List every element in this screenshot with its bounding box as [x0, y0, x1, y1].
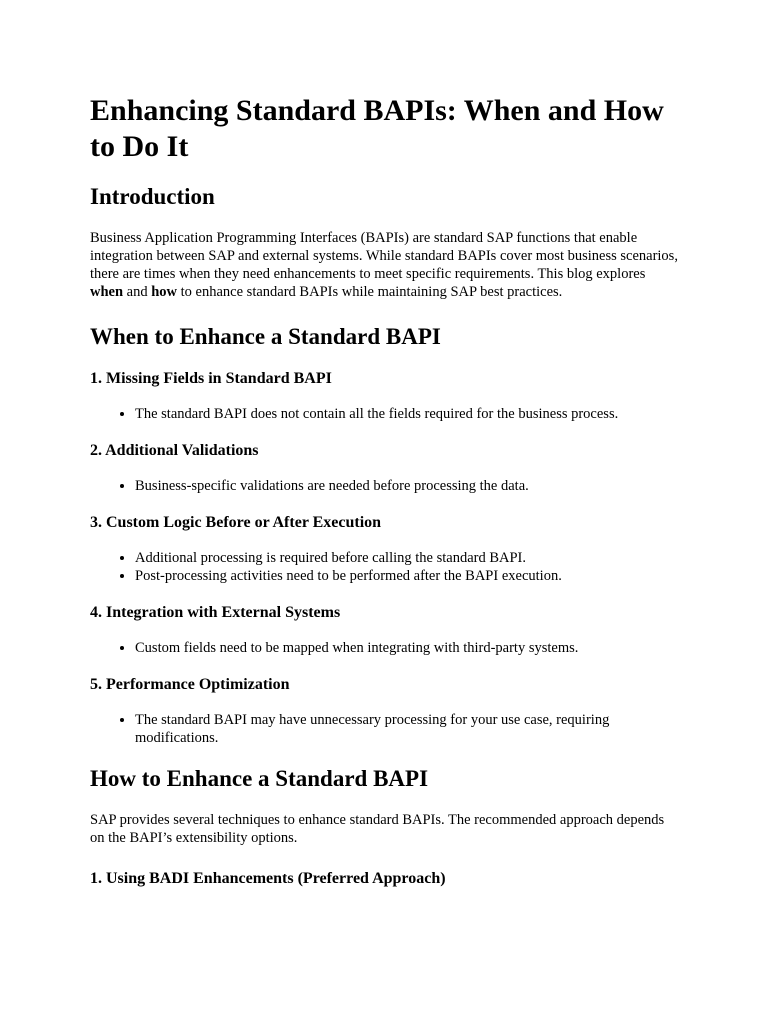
when-item-heading: 5. Performance Optimization [90, 676, 290, 693]
intro-bold-how: how [151, 284, 178, 300]
how-section-paragraph: SAP provides several techniques to enhance standard BAPIs. The recommended approach depends on the BAPI’s extensibility options. [90, 812, 665, 846]
when-item-heading: 2. Additional Validations [90, 442, 259, 459]
list-item: • Post-processing activities need to be performed after the BAPI execution. [135, 567, 678, 585]
intro-text-part1: Business Application Programming Interfaces (BAPIs) are standard SAP functions that enable integration between SAP and external systems. While standard BAPIs cover most business scenarios, there are times when they need enhancements to meet specific requirements. This blog explores [90, 230, 678, 282]
introduction-heading: Introduction [90, 184, 215, 209]
when-item-heading: 3. Custom Logic Before or After Execution [90, 514, 382, 531]
introduction-paragraph [90, 229, 678, 301]
when-item-heading: 4. Integration with External Systems [90, 604, 341, 621]
intro-bold-when: when [90, 284, 124, 300]
document-title: Enhancing Standard BAPIs: When and How to Do It [90, 94, 664, 163]
when-section-heading: When to Enhance a Standard BAPI [90, 324, 441, 349]
how-item-heading: 1. Using BADI Enhancements (Preferred Approach) [90, 870, 446, 887]
intro-text-part3: to enhance standard BAPIs while maintaining SAP best practices. [177, 284, 563, 300]
list-item: • Additional processing is required before calling the standard BAPI. [135, 549, 678, 567]
list-item: • The standard BAPI does not contain all the fields required for the business process. [135, 405, 678, 423]
when-item-heading: 1. Missing Fields in Standard BAPI [90, 370, 332, 387]
bullet-list [90, 639, 678, 657]
bullet-list [90, 549, 678, 585]
intro-text-part2: and [123, 284, 152, 300]
bullet-list [90, 405, 678, 423]
bullet-list [90, 711, 678, 747]
bullet-list [90, 477, 678, 495]
how-section-heading: How to Enhance a Standard BAPI [90, 766, 429, 791]
list-item: • Business-specific validations are needed before processing the data. [135, 477, 678, 495]
list-item: • The standard BAPI may have unnecessary processing for your use case, requiring modifications. [135, 711, 678, 747]
list-item: • Custom fields need to be mapped when integrating with third-party systems. [135, 639, 678, 657]
